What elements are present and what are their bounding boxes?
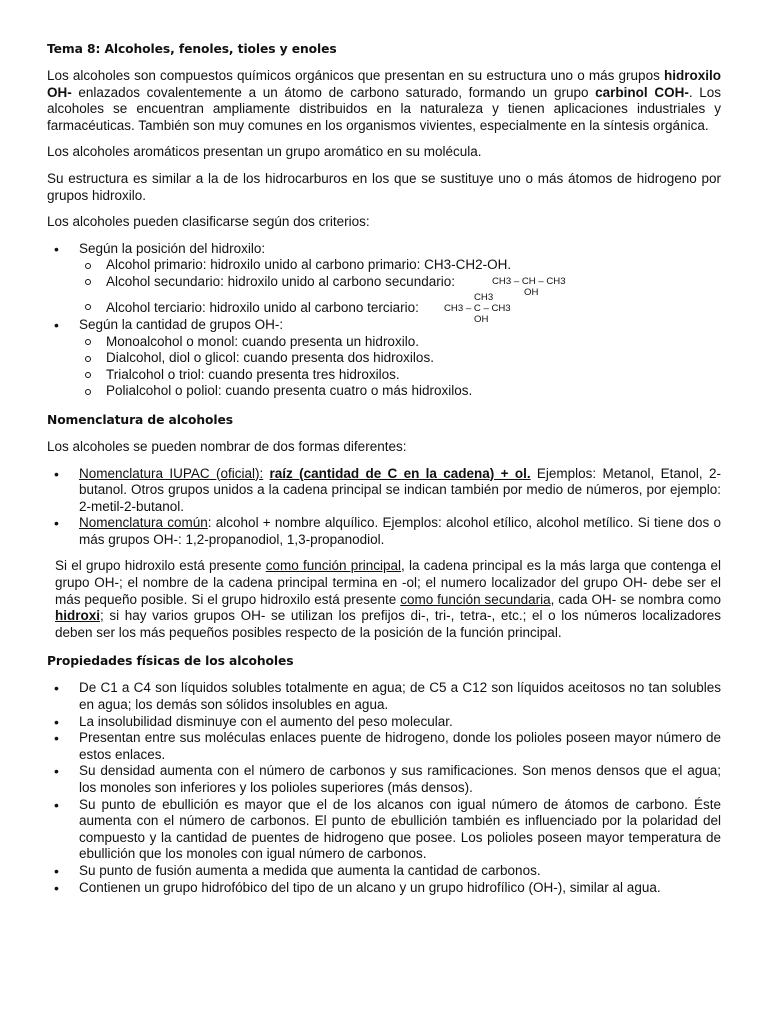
list-item: • Según la cantidad de grupos OH-: Monoalcohol o monol: cuando presenta un hidroxilo. Dialcohol, diol o glicol: cuando presenta dos hidroxilos. Trialcohol o triol: cuando presenta tres hidroxilos. Polialcohol o poliol: cuando presenta cuatro o más hidroxilos. bbox=[47, 317, 721, 400]
list-item: • De C1 a C4 son líquidos solubles totalmente en agua; de C5 a C12 son líquidos aceitosos no tan solubles en agua; los demás son sólidos insolubles en agua. bbox=[47, 680, 721, 713]
classification-intro: Los alcoholes pueden clasificarse según dos criterios: bbox=[47, 214, 370, 230]
term-hidroxilo: hidroxilo OH- bbox=[47, 68, 721, 100]
classification-list bbox=[47, 241, 721, 400]
nomenclature-list bbox=[47, 466, 721, 549]
nomenclature-rules-paragraph: Si el grupo hidroxilo está presente como función principal, la cadena principal es la más larga que contenga el grupo OH-; el nombre de la cadena principal termina en -ol; el numero localizador del grupo OH- debe ser el más pequeño posible. Si el grupo hidroxilo está presente como función secundaria, cada OH- se nombra como hidroxi; si hay varios grupos OH- se utilizan los prefijos di-, tri-, tetra-, etc.; el o los números localizadores deben ser los más pequeños posibles respecto de la posición de la función principal. bbox=[55, 558, 722, 640]
list-item: • Nomenclatura común: alcohol + nombre alquílico. Ejemplos: alcohol etílico, alcohol metílico. Si tiene dos o más grupos OH-: 1,2-propanodiol, 1,3-propanodiol. bbox=[47, 515, 721, 548]
quantity-sublist bbox=[79, 334, 721, 400]
nomenclature-intro: Los alcoholes se pueden nombrar de dos formas diferentes: bbox=[47, 438, 407, 454]
list-item: Monoalcohol o monol: cuando presenta un hidroxilo. bbox=[79, 334, 721, 351]
term-carbinol: carbinol COH- bbox=[595, 84, 689, 100]
tertiary-formula: CH3 CH3 – C – CH3 OH bbox=[444, 291, 511, 325]
list-item: • La insolubilidad disminuye con el aumento del peso molecular. bbox=[47, 714, 721, 731]
list-item: Trialcohol o triol: cuando presenta tres hidroxilos. bbox=[79, 367, 721, 384]
properties-list bbox=[47, 680, 721, 896]
list-item: • Según la posición del hidroxilo: Alcohol primario: hidroxilo unido al carbono primario: CH3-CH2-OH. Alcohol secundario: hidroxilo unido al carbono secundario: CH3 – CH – CH3 OH Alcohol terciario: hidroxilo unido al carbono terciario: CH3 CH3 – C – CH3 OH bbox=[47, 241, 721, 325]
page-title: Tema 8: Alcoholes, fenoles, tioles y enoles bbox=[47, 42, 337, 56]
secondary-formula: CH3 – CH – CH3 OH bbox=[492, 275, 566, 298]
list-item: • Su punto de fusión aumenta a medida que aumenta la cantidad de carbonos. bbox=[47, 863, 721, 880]
list-item: • Su punto de ebullición es mayor que el de los alcanos con igual número de átomos de carbono. Éste aumenta con el número de carbonos. El punto de ebullición también es influenciado por la polaridad del compuesto y la cantidad de puentes de hidrogeno que posee. Los polioles poseen mayor temperatura de ebullición que los monoles con igual número de carbonos. bbox=[47, 797, 721, 863]
list-item: Dialcohol, diol o glicol: cuando presenta dos hidroxilos. bbox=[79, 350, 721, 367]
section-heading-properties: Propiedades físicas de los alcoholes bbox=[47, 654, 294, 669]
list-item: Alcohol secundario: hidroxilo unido al carbono secundario: CH3 – CH – CH3 OH bbox=[79, 274, 721, 299]
list-item: • Nomenclatura IUPAC (oficial): raíz (cantidad de C en la cadena) + ol. Ejemplos: Metanol, Etanol, 2-butanol. Otros grupos unidos a la cadena principal se indican también por medio de números, por ejemplo: 2-metil-2-butanol. bbox=[47, 466, 721, 516]
list-item: Alcohol terciario: hidroxilo unido al carbono terciario: CH3 CH3 – C – CH3 OH bbox=[79, 299, 721, 325]
list-item: Polialcohol o poliol: cuando presenta cuatro o más hidroxilos. bbox=[79, 383, 721, 400]
aromatic-paragraph: Los alcoholes aromáticos presentan un grupo aromático en su molécula. bbox=[47, 144, 482, 160]
intro-paragraph: Los alcoholes son compuestos químicos orgánicos que presentan en su estructura uno o más grupos hidroxilo OH- enlazados covalentemente a un átomo de carbono saturado, formando un grupo carbinol COH-. Los alcoholes se encuentran ampliamente distribuidos en la naturaleza y tienen aplicaciones industriales y farmacéuticas. También son muy comunes en los organismos vivientes, especialmente en la síntesis orgánica. bbox=[47, 68, 721, 133]
section-heading-nomenclature: Nomenclatura de alcoholes bbox=[47, 412, 233, 427]
position-sublist bbox=[79, 257, 721, 325]
list-item: Alcohol primario: hidroxilo unido al carbono primario: CH3-CH2-OH. bbox=[79, 257, 721, 274]
list-item: • Contienen un grupo hidrofóbico del tipo de un alcano y un grupo hidrofílico (OH-), similar al agua. bbox=[47, 880, 721, 897]
list-item: • Su densidad aumenta con el número de carbonos y sus ramificaciones. Son menos densos que el agua; los monoles son inferiores y los polioles superiores (más densos). bbox=[47, 763, 721, 796]
list-item: • Presentan entre sus moléculas enlaces puente de hidrogeno, donde los polioles poseen mayor número de estos enlaces. bbox=[47, 730, 721, 763]
structure-paragraph: Su estructura es similar a la de los hidrocarburos en los que se sustituye uno o más átomos de hidrogeno por grupos hidroxilo. bbox=[47, 170, 721, 203]
